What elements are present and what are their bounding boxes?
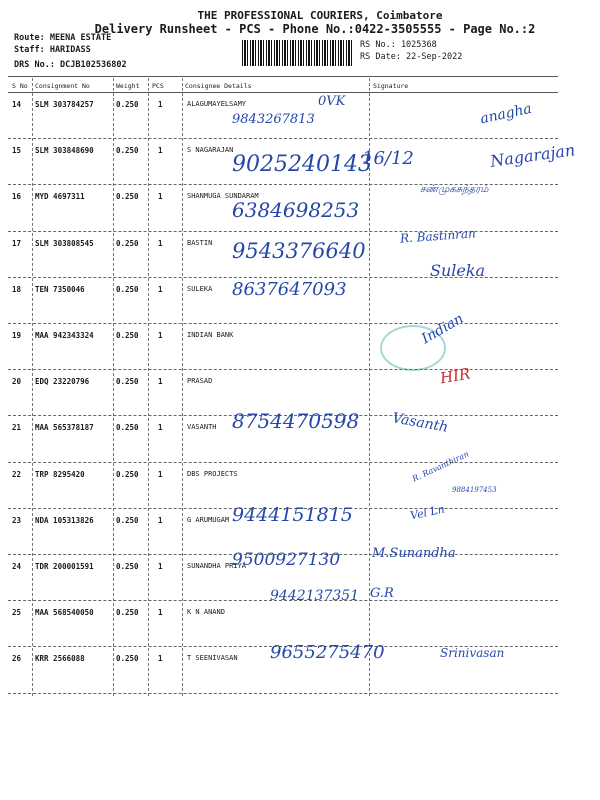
row-consignee: INDIAN BANK	[187, 331, 234, 339]
row-consignee: T SEENIVASAN	[187, 654, 238, 663]
row-phone-handwritten: 9025240143	[232, 152, 372, 178]
row-pcs: 1	[158, 146, 163, 156]
row-sno: 25	[12, 608, 22, 618]
row-sno: 21	[12, 423, 22, 433]
column-divider	[113, 78, 114, 696]
drs-number: DRS No.: DCJB102536802	[14, 60, 127, 70]
row-signature: G.R	[370, 586, 394, 602]
barcode	[242, 40, 352, 66]
row-signature: Vasanth	[391, 410, 450, 437]
row-pcs: 1	[158, 608, 163, 618]
row-consignee: SHANMUGA SUNDARAM	[187, 192, 259, 201]
row-consignee: VASANTH	[187, 423, 217, 432]
row-sno: 20	[12, 377, 22, 387]
row-consignee: SULEKA	[187, 284, 213, 293]
row-weight: 0.250	[116, 238, 139, 248]
header-bottom-rule	[8, 92, 558, 93]
row-phone-handwritten: 9884197453	[452, 485, 497, 494]
row-phone-handwritten: 6384698253	[232, 198, 360, 223]
row-weight: 0.250	[116, 192, 139, 202]
row-pcs: 1	[158, 284, 163, 294]
row-phone-handwritten: 8637647093	[232, 278, 347, 300]
runsheet-subtitle: Delivery Runsheet - PCS - Phone No.:0422-3505555 - Page No.:2	[94, 22, 536, 36]
row-sno: 26	[12, 654, 22, 664]
row-consignment: SLM 303784257	[35, 100, 94, 109]
row-signature: Nagarajan	[489, 140, 577, 172]
row-pcs: 1	[158, 377, 163, 387]
row-weight: 0.250	[116, 562, 139, 571]
row-sno: 23	[12, 515, 22, 525]
row-weight: 0.250	[116, 469, 139, 479]
row-consignee: ALAGUMAYELSAMY	[187, 100, 247, 108]
row-consignment: TRP 8295420	[35, 469, 85, 479]
row-pcs: 1	[158, 192, 163, 202]
row-consignee: SUNANDHA PRIYA	[187, 562, 247, 570]
staff-label: Staff: HARIDASS	[14, 45, 91, 55]
row-consignee: K N ANAND	[187, 608, 225, 617]
row-note-handwritten: 16/12	[362, 148, 414, 170]
row-phone-handwritten: 9500927130	[232, 550, 341, 570]
row-consignment: MAA 942343324	[35, 331, 94, 340]
row-signature: சண்முகசுந்தரம்	[420, 184, 489, 196]
row-phone-handwritten: 9655275470	[270, 642, 385, 664]
col-header-sno: S No	[12, 82, 28, 90]
row-weight: 0.250	[116, 423, 139, 433]
row-consignment: SLM 303808545	[35, 238, 94, 248]
row-signature: Indian	[419, 310, 467, 348]
row-weight: 0.250	[116, 331, 139, 340]
row-note-handwritten: 0VK	[318, 94, 346, 109]
row-phone-handwritten: 9843267813	[232, 112, 315, 127]
row-sno: 19	[12, 331, 22, 340]
rs-number: RS No.: 1025368	[360, 40, 437, 50]
row-signature: anagha	[478, 100, 534, 128]
row-consignee: PRASAD	[187, 377, 213, 386]
col-header-consignment: Consignment No	[35, 82, 90, 90]
row-weight: 0.250	[116, 515, 139, 525]
row-pcs: 1	[158, 100, 163, 109]
row-consignee: BASTIN	[187, 238, 213, 247]
row-sno: 14	[12, 100, 22, 109]
row-sno: 17	[12, 238, 22, 248]
row-pcs: 1	[158, 515, 163, 525]
row-pcs: 1	[158, 562, 163, 571]
row-signature: HIR	[438, 364, 472, 388]
row-consignment: SLM 303848690	[35, 146, 94, 156]
row-phone-handwritten: 9444151815	[232, 503, 353, 526]
header-top-rule	[8, 76, 558, 77]
row-weight: 0.250	[116, 654, 139, 664]
row-consignee: DBS PROJECTS	[187, 469, 238, 478]
row-pcs: 1	[158, 331, 163, 340]
row-phone-handwritten: 8754470598	[232, 409, 360, 434]
row-weight: 0.250	[116, 377, 139, 387]
row-consignment: MAA 568540050	[35, 608, 94, 618]
row-weight: 0.250	[116, 608, 139, 618]
col-header-consignee: Consignee Details	[185, 82, 252, 90]
row-pcs: 1	[158, 654, 163, 664]
column-divider	[182, 78, 183, 696]
row-separator	[8, 369, 558, 370]
row-separator	[8, 462, 558, 463]
row-separator	[8, 138, 558, 139]
row-signature: R. Ravanthiran	[410, 449, 471, 484]
row-consignment: TDR 200001591	[35, 562, 94, 571]
row-consignee: G ARUMUGAM	[187, 515, 230, 524]
runsheet-title: THE PROFESSIONAL COURIERS, Coimbatore	[197, 9, 443, 22]
row-sno: 15	[12, 146, 22, 156]
row-weight: 0.250	[116, 100, 139, 109]
route-label: Route: MEENA ESTATE	[14, 33, 112, 43]
row-weight: 0.250	[116, 284, 139, 294]
row-signature: Suleka	[430, 260, 486, 280]
row-weight: 0.250	[116, 146, 139, 156]
row-separator	[8, 323, 558, 324]
row-signature: R. Bastinran	[399, 225, 477, 246]
row-consignee: S NAGARAJAN	[187, 146, 234, 155]
row-sno: 18	[12, 284, 22, 294]
row-consignment: NDA 105313826	[35, 515, 94, 525]
rs-date: RS Date: 22-Sep-2022	[360, 52, 463, 62]
row-consignment: MYD 4697311	[35, 192, 85, 202]
column-divider	[148, 78, 149, 696]
row-consignment: EDQ 23220796	[35, 377, 90, 387]
column-divider	[32, 78, 33, 696]
row-consignment: TEN 7350046	[35, 284, 85, 294]
row-pcs: 1	[158, 423, 163, 433]
row-pcs: 1	[158, 238, 163, 248]
row-sno: 24	[12, 562, 22, 571]
col-header-signature: Signature	[373, 82, 409, 90]
row-separator	[8, 693, 558, 694]
row-phone-handwritten: 9543376640	[232, 238, 366, 263]
row-pcs: 1	[158, 469, 163, 479]
row-consignment: KRR 2566088	[35, 654, 85, 664]
row-signature: Srinivasan	[440, 646, 505, 661]
row-phone-handwritten: 9442137351	[270, 588, 360, 605]
row-signature: Vel Ln	[409, 502, 446, 523]
col-header-weight: Weight	[116, 82, 140, 90]
row-sno: 22	[12, 469, 22, 479]
row-sno: 16	[12, 192, 22, 202]
row-consignment: MAA 565378187	[35, 423, 94, 433]
row-signature: M.Sunandha	[372, 546, 456, 561]
col-header-pcs: PCS	[152, 82, 164, 90]
